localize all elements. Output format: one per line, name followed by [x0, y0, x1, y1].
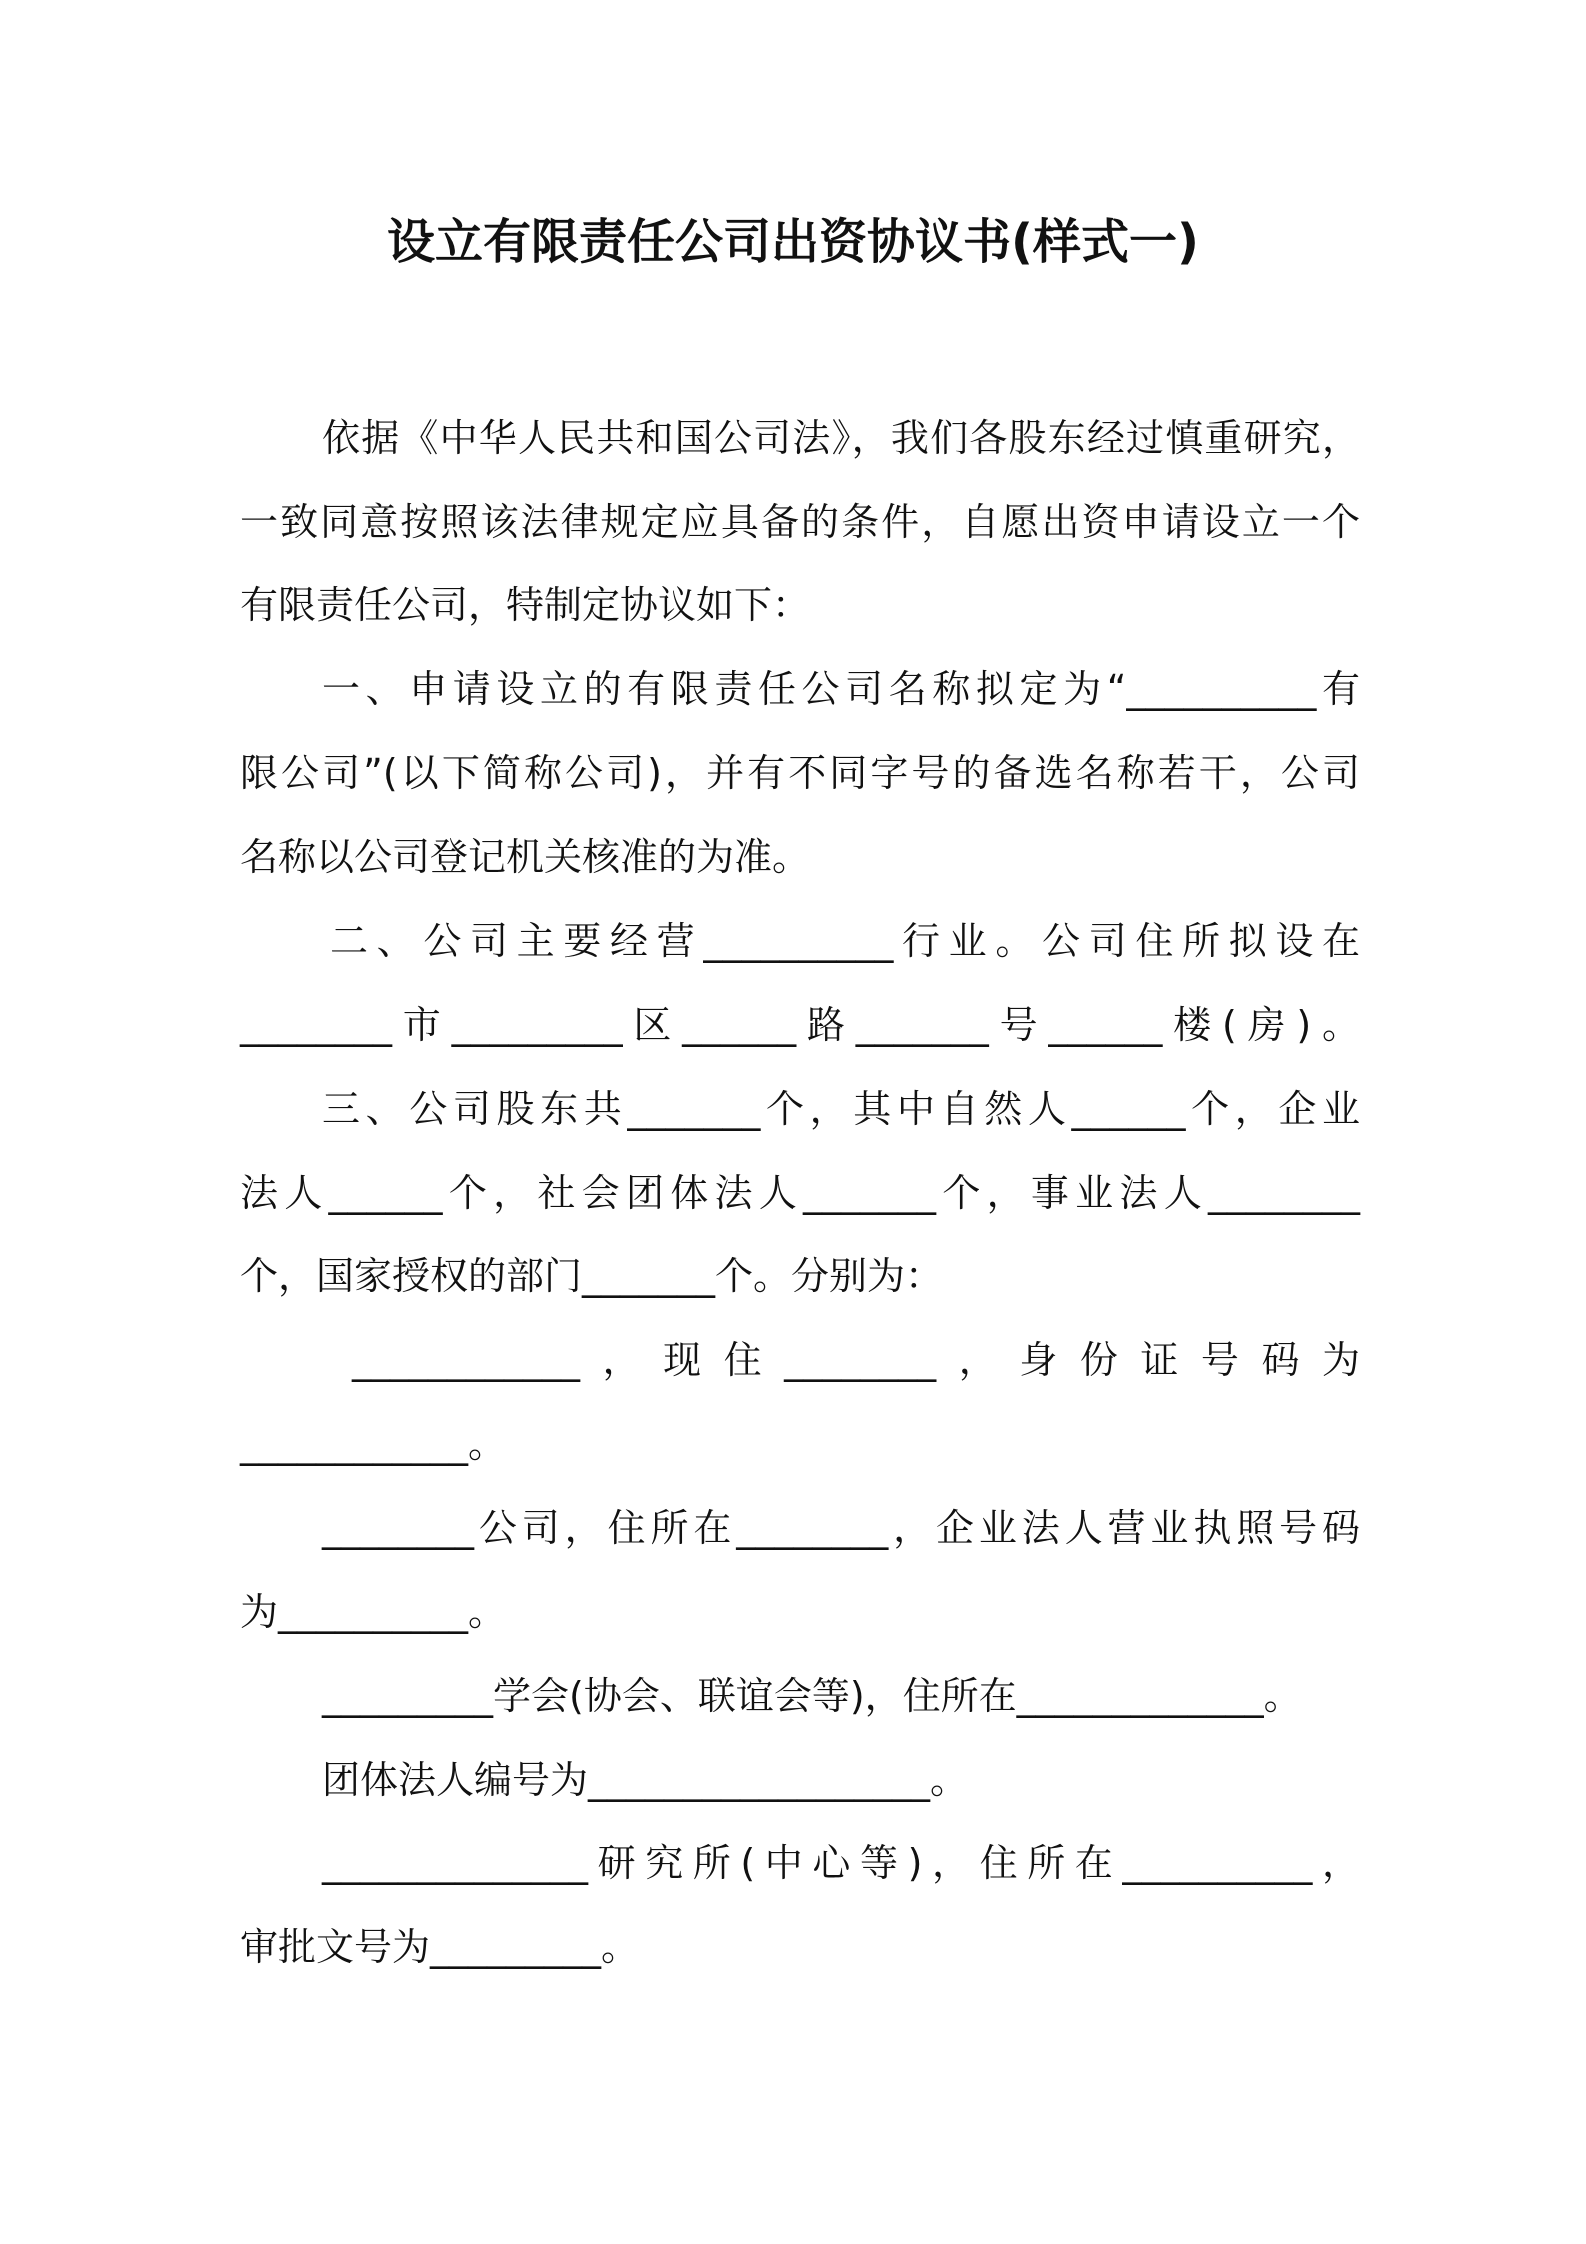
shareholder-line: 团体法人编号为__________________。 [322, 1758, 969, 1802]
clause-line: 法人______个，社会团体法人_______个，事业法人________ [240, 1171, 1360, 1215]
shareholder-line: _________学会(协会、联谊会等)，住所在_____________。 [322, 1674, 1302, 1718]
paragraph-line: 有限责任公司，特制定协议如下： [240, 583, 811, 627]
clause-line: 名称以公司登记机关核准的为准。 [240, 835, 811, 879]
clause-line: 一、申请设立的有限责任公司名称拟定为“__________有 [322, 667, 1360, 711]
shareholder-line: ________公司，住所在________，企业法人营业执照号码 [322, 1506, 1360, 1550]
paragraph-line: 依据《中华人民共和国公司法》，我们各股东经过慎重研究， [322, 416, 1360, 460]
shareholder-line: ______________研究所(中心等)，住所在__________， [322, 1841, 1360, 1885]
clause-line: 个，国家授权的部门_______个。分别为： [240, 1254, 944, 1298]
clause-line: ________市_________区______路_______号______楼(房)。 [240, 1003, 1360, 1047]
clause-line: 限公司”(以下简称公司)，并有不同字号的备选名称若干，公司 [240, 751, 1360, 795]
shareholder-line: 为__________。 [240, 1590, 507, 1634]
shareholder-line: 审批文号为_________。 [240, 1925, 640, 1969]
paragraph-line: 一致同意按照该法律规定应具备的条件，自愿出资申请设立一个 [240, 500, 1360, 544]
document-title: 设立有限责任公司出资协议书(样式一) [387, 214, 1199, 270]
shareholder-line: ____________。 [240, 1422, 507, 1466]
clause-line: 三、公司股东共_______个，其中自然人______个，企业 [322, 1087, 1360, 1131]
clause-line: 二、公司主要经营__________行业。公司住所拟设在 [330, 919, 1360, 963]
shareholder-line: ____________，现住________，身份证号码为 [352, 1338, 1360, 1382]
